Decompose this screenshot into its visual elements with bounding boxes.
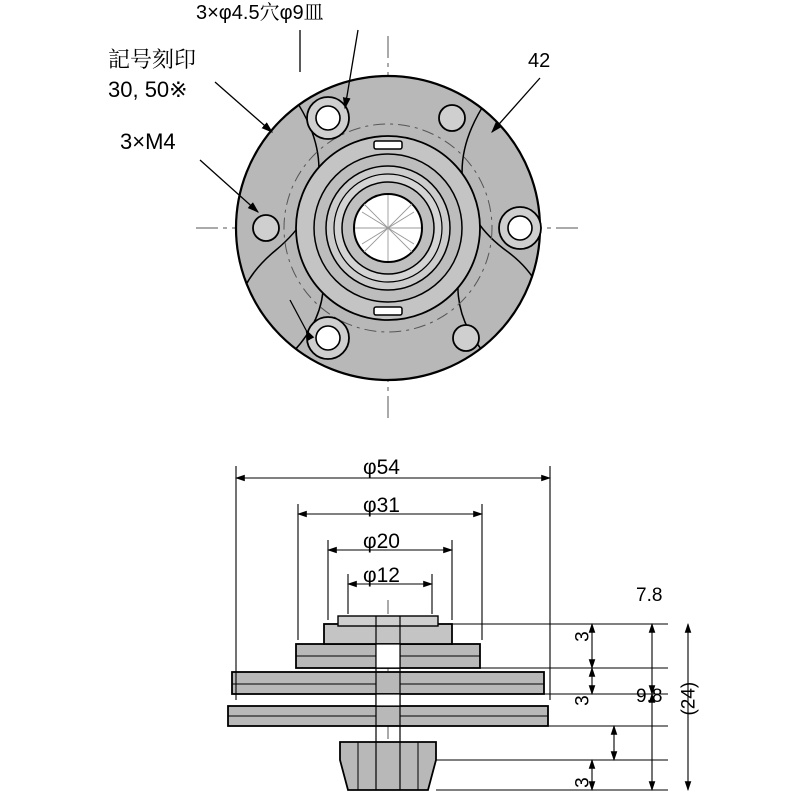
side-view (228, 466, 688, 790)
hole-callout-label: 3×φ4.5穴φ9皿 (196, 2, 324, 24)
dimension-h3-top: 3 (572, 631, 594, 642)
bore-hatch (355, 195, 421, 261)
countersunk-hole (307, 97, 349, 139)
dimension-d12: φ12 (363, 564, 400, 587)
flange-plate-mid (232, 672, 544, 694)
dimension-h98: 9.8 (636, 686, 663, 707)
dimension-h3-bottom: 3 (572, 777, 594, 788)
dimension-h24: (24) (678, 681, 700, 716)
dimension-d31: φ31 (363, 494, 400, 517)
dimension-h3-mid: 3 (572, 695, 594, 706)
bolt-circle-label: 42 (528, 50, 551, 72)
top-cap-step (338, 616, 438, 626)
countersunk-hole (307, 317, 349, 359)
marking-label-line2: 30, 50※ (108, 77, 188, 102)
dimension-d54: φ54 (363, 456, 400, 479)
thread-callout-label: 3×M4 (120, 129, 176, 154)
dimension-h78: 7.8 (636, 585, 663, 606)
marking-label-line1: 記号刻印 (108, 47, 197, 72)
dimension-d20: φ20 (363, 530, 400, 553)
hub-bottom (340, 742, 436, 790)
top-cap (324, 624, 452, 644)
top-view (196, 30, 580, 420)
countersunk-hole (499, 207, 541, 249)
